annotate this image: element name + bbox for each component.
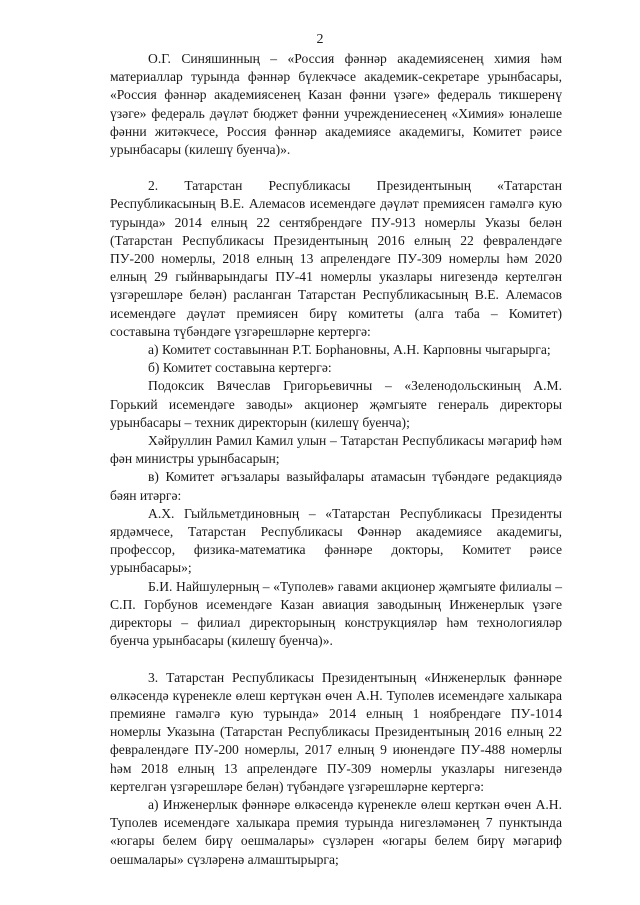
paragraph-item-3a: а) Инженерлык фәннәре өлкәсендә күренекле өлеш керткән өчен А.Н. Туполев исемендәге халыкара премия турында нигезләмәнең 7 пунктында «югары белем бирү оешмалары» сүзләрен «югары белем бирү мәгариф оешмалары» сүзләренә алмаштырырга; [110, 796, 562, 867]
paragraph-sinyashin: О.Г. Синяшинның – «Россия фәннәр академиясенең химия һәм материаллар турында фәннәр бүлекчәсе академик-секретаре урынбасары, «Россия фәннәр академиясенең Казан фәнни үзәге» федераль тикшеренү үзәге» федераль дәүләт бюджет фәнни учреждениесенең «Химия» юнәлеше фәнни житәкчесе, Россия фәннәр академиясе академигы, Комитет рәисе урынбасары (килешү буенча)». [110, 51, 562, 158]
paragraph-gilmetdinov: А.Х. Гыйльметдиновның – «Татарстан Республикасы Президенты ярдәмчесе, Татарстан Республикасы Фәннәр академиясе академигы, профессор, физика-математика фәннәре докторы, Комитет рәисе урынбасары»; [110, 505, 562, 576]
paragraph-item-2v: в) Комитет әгъзалары вазыйфалары атамасын түбәндәге редакциядә бәян итәргә: [110, 469, 562, 503]
paragraph-naishuler: Б.И. Найшулерның – «Туполев» гавами акционер җәмгыяте филиалы – С.П. Горбунов исемендәге Казан авиация заводының Инженерлык үзәге директоры – филиал директорының конструкцияләр һәм технологияләр буенча урынбасары (килешү буенча)». [110, 578, 562, 649]
paragraph-item-2: 2. Татарстан Республикасы Президентының «Татарстан Республикасының В.Е. Алемасов исемендәге дәүләт премиясен гамәлгә кую турында» 2014 елның 22 сентябрендәге ПУ-913 номерлы Указы белән (Татарстан Республикасы Президентының 2016 елның 22 февралендәге ПУ-200 номерлы, 2018 елның 13 апрелендәге ПУ-309 номерлы һәм 2020 елның 29 гыйнварындагы ПУ-41 номерлы указлары нигезендә кертелгән үзгәрешләре белән) расланган Татарстан Республикасының В.Е. Алемасов исемендәге дәүләт премиясен бирү комитеты (алга таба – Комитет) составына түбәндәге үзгәрешләрне кертергә: [110, 178, 562, 339]
paragraph-item-2a: а) Комитет составыннан Р.Т. Борһановны, А.Н. Карповны чыгарырга; [148, 342, 551, 358]
document-body [110, 50, 562, 869]
paragraph-item-2b: б) Комитет составына кертергә: [148, 360, 332, 376]
paragraph-khairullin: Хәйруллин Рамил Камил улын – Татарстан Республикасы мәгариф һәм фән министры урынбасарын; [110, 433, 562, 467]
page-number: 2 [316, 32, 324, 47]
paragraph-item-3: 3. Татарстан Республикасы Президентының «Инженерлык фәннәре өлкәсендә күренекле өлеш кертүкән өчен А.Н. Туполев исемендәге халыкара премияне гамәлгә кую турында» 2014 елның 1 ноябрендәге ПУ-1014 номерлы Указына (Татарстан Республикасы Президентының 2016 елның 22 февралендәге ПУ-200 номерлы, 2017 елның 9 июнендәге ПУ-488 номерлы һәм 2018 елның 13 апрелендәге ПУ-309 номерлы указлары нигезендә кертелгән үзгәрешләре белән) түбәндәге үзгәрешләрне кертергә: [110, 669, 562, 794]
paragraph-podoksik: Подоксик Вячеслав Григорьевичны – «Зеленодольскиның А.М. Горький исемендәге заводы» акционер җәмгыяте генераль директоры урынбасары – техник директорын (килешү буенча); [110, 378, 562, 430]
